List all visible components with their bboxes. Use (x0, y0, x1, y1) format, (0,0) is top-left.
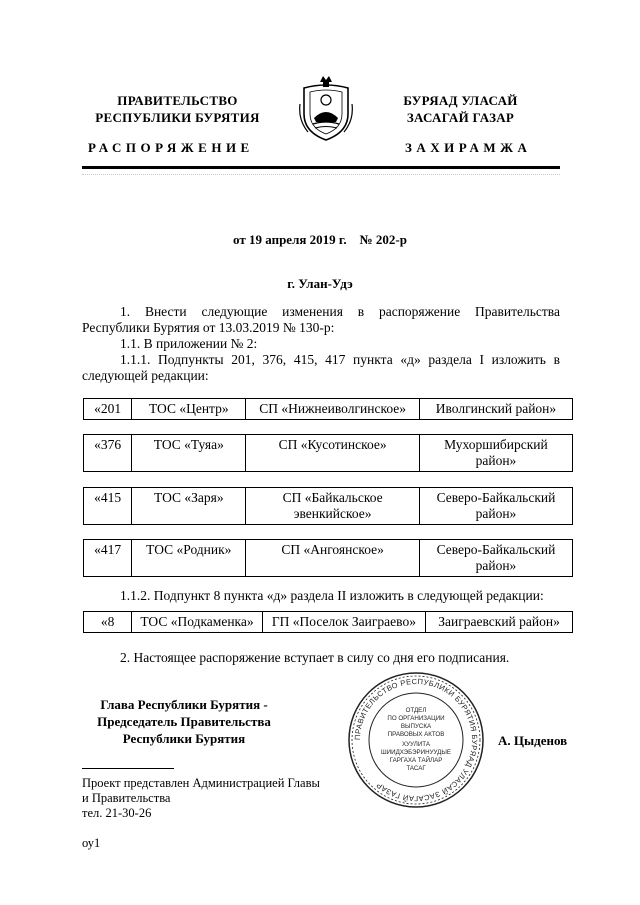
issuer-ru-line1: ПРАВИТЕЛЬСТВО (117, 93, 238, 108)
footer-note (82, 776, 320, 821)
paragraph-2-wrap (82, 650, 560, 666)
footer-code: оу1 (82, 836, 101, 850)
table-row (83, 398, 573, 420)
row-district: Заиграевский район» (426, 612, 573, 633)
stamp-line: ПРАВОВЫХ АКТОВ (387, 731, 445, 738)
stamp-line: ТАСАГ (406, 765, 426, 772)
paragraph-1-1-2: 1.1.2. Подпункт 8 пункта «д» раздела II изложить в следующей редакции: (120, 588, 544, 603)
stamp-line: ГАРГАХА ТАЙЛАР (389, 757, 443, 764)
stamp-line: ОТДЕЛ (405, 707, 427, 714)
doc-type-bur: ЗАХИРАМЖА (405, 140, 532, 155)
footer-line2: и Правительства (82, 791, 171, 805)
coat-of-arms-icon (296, 74, 356, 144)
city: г. Улан-Удэ (287, 276, 353, 291)
row-number: «376 (84, 435, 132, 472)
doc-type-ru: РАСПОРЯЖЕНИЕ (88, 140, 254, 155)
issuer-ru-line2: РЕСПУБЛИКИ БУРЯТИЯ (95, 110, 260, 125)
paragraph-1-1-1: 1.1.1. Подпункты 201, 376, 415, 417 пункта «д» раздела I изложить в следующей редакции: (82, 352, 560, 383)
row-settlement: СП «Ангоянское» (246, 540, 420, 577)
row-settlement: СП «Байкальское эвенкийское» (246, 488, 420, 525)
row-tos: ТОС «Подкаменка» (132, 612, 262, 633)
paragraph-1-1: 1.1. В приложении № 2: (120, 336, 258, 351)
signatory-title-line3: Республики Бурятия (122, 731, 246, 746)
row-district: Северо-Байкальский район» (419, 488, 572, 525)
row-number: «417 (84, 540, 132, 577)
stamp-line: ШИИДХЭБЭРИНУУДЫЕ (381, 749, 451, 756)
signatory-name: А. Цыденов (498, 733, 568, 748)
footer-rule (82, 768, 174, 769)
header-rule (82, 166, 560, 169)
footer-line1: Проект представлен Администрацией Главы (82, 776, 320, 790)
row-tos: ТОС «Туяа» (132, 435, 246, 472)
row-number: «8 (84, 612, 132, 633)
svg-text:ПРАВИТЕЛЬСТВО РЕСПУБЛИКИ БУРЯТ (353, 677, 479, 803)
signatory-title (84, 696, 284, 747)
paragraph-1: 1. Внести следующие изменения в распоряжение Правительства Республики Бурятия от 13.03.2019 № 130-р: (82, 304, 560, 335)
table-row (83, 434, 573, 472)
row-settlement: СП «Кусотинское» (246, 435, 420, 472)
row-tos: ТОС «Заря» (132, 488, 246, 525)
body-text (82, 304, 560, 384)
stamp-line: ПО ОРГАНИЗАЦИИ (387, 715, 445, 722)
header-dotted-rule (82, 174, 560, 176)
row-district: Северо-Байкальский район» (419, 540, 572, 577)
stamp-line: ВЫПУСКА (400, 723, 432, 730)
row-tos: ТОС «Родник» (132, 540, 246, 577)
signatory-title-line2: Председатель Правительства (97, 714, 271, 729)
stamp-ring-text: ПРАВИТЕЛЬСТВО РЕСПУБЛИКИ БУРЯТИЯ БУРЯАД УЛАСАЙ ЗАСАГАЙ ГАЗАР (352, 676, 480, 804)
issuer-ru (95, 92, 260, 126)
table-row (83, 611, 573, 633)
table-row (83, 539, 573, 577)
issuer-bur-line2: ЗАСАГАЙ ГАЗАР (406, 110, 515, 125)
row-settlement: ГП «Поселок Заиграево» (262, 612, 425, 633)
table-row (83, 487, 573, 525)
issuer-bur-line1: БУРЯАД УЛАСАЙ (403, 93, 518, 108)
row-tos: ТОС «Центр» (132, 399, 246, 420)
paragraph-1-1-2-wrap (82, 588, 560, 604)
row-number: «415 (84, 488, 132, 525)
row-settlement: СП «Нижнеиволгинское» (246, 399, 420, 420)
stamp-line: ХУУЛИТА (402, 741, 430, 748)
date-number: от 19 апреля 2019 г. № 202-р (233, 232, 407, 247)
issuer-bur (378, 92, 543, 126)
row-district: Иволгинский район» (419, 399, 572, 420)
signatory-title-line1: Глава Республики Бурятия - (100, 697, 268, 712)
row-number: «201 (84, 399, 132, 420)
paragraph-2: 2. Настоящее распоряжение вступает в силу со дня его подписания. (120, 650, 510, 665)
official-stamp (346, 670, 486, 810)
row-district: Мухоршибирский район» (419, 435, 572, 472)
footer-line3: тел. 21-30-26 (82, 806, 152, 820)
